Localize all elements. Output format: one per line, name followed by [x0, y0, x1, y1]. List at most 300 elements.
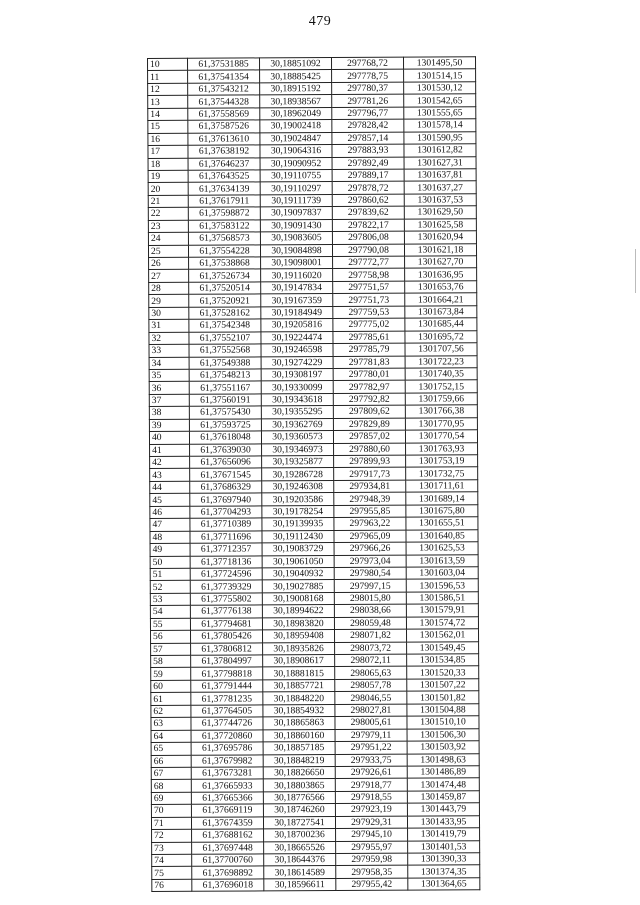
- x-coordinate-cell: 297892,49: [332, 157, 404, 170]
- x-coordinate-cell: 297778,75: [332, 70, 404, 83]
- x-coordinate-cell: 297951,22: [335, 741, 407, 754]
- x-coordinate-cell: 297780,01: [333, 368, 405, 381]
- longitude-cell: 30,19224474: [261, 331, 333, 344]
- latitude-cell: 61,37669119: [191, 804, 263, 817]
- longitude-cell: 30,19091430: [260, 219, 332, 232]
- point-number-cell: 10: [148, 58, 188, 71]
- longitude-cell: 30,19203586: [262, 493, 334, 506]
- x-coordinate-cell: 297934,81: [334, 480, 406, 493]
- y-coordinate-cell: 1301506,30: [407, 728, 479, 741]
- longitude-cell: 30,18994622: [262, 605, 334, 618]
- x-coordinate-cell: 297918,55: [335, 791, 407, 804]
- y-coordinate-cell: 1301707,56: [405, 343, 477, 356]
- latitude-cell: 61,37549388: [189, 356, 261, 369]
- y-coordinate-cell: 1301459,87: [407, 791, 479, 804]
- latitude-cell: 61,37643525: [188, 170, 260, 183]
- point-number-cell: 18: [148, 158, 188, 171]
- x-coordinate-cell: 297923,19: [335, 803, 407, 816]
- longitude-cell: 30,19110297: [260, 182, 332, 195]
- point-number-cell: 12: [148, 83, 188, 96]
- y-coordinate-cell: 1301474,48: [407, 778, 479, 791]
- longitude-cell: 30,19330099: [261, 381, 333, 394]
- latitude-cell: 61,37575430: [189, 406, 261, 419]
- y-coordinate-cell: 1301620,94: [404, 231, 476, 244]
- x-coordinate-cell: 297782,97: [333, 381, 405, 394]
- x-coordinate-cell: 297878,72: [332, 182, 404, 195]
- point-number-cell: 63: [151, 717, 191, 730]
- y-coordinate-cell: 1301549,45: [407, 641, 479, 654]
- y-coordinate-cell: 1301627,70: [405, 256, 477, 269]
- latitude-cell: 61,37696018: [192, 879, 264, 892]
- latitude-cell: 61,37560191: [189, 394, 261, 407]
- x-coordinate-cell: 297780,37: [332, 82, 404, 95]
- longitude-cell: 30,18848220: [263, 692, 335, 705]
- latitude-cell: 61,37805426: [190, 630, 262, 643]
- y-coordinate-cell: 1301637,81: [404, 169, 476, 182]
- point-number-cell: 59: [151, 668, 191, 681]
- longitude-cell: 30,18826650: [263, 766, 335, 779]
- x-coordinate-cell: 297963,22: [334, 517, 406, 530]
- y-coordinate-cell: 1301507,22: [407, 679, 479, 692]
- point-number-cell: 36: [149, 382, 189, 395]
- latitude-cell: 61,37544328: [188, 95, 260, 108]
- latitude-cell: 61,37617911: [188, 195, 260, 208]
- longitude-cell: 30,19008168: [262, 592, 334, 605]
- latitude-cell: 61,37794681: [190, 618, 262, 631]
- longitude-cell: 30,18665526: [264, 841, 336, 854]
- latitude-cell: 61,37665366: [191, 792, 263, 805]
- y-coordinate-cell: 1301655,51: [406, 517, 478, 530]
- x-coordinate-cell: 297933,75: [335, 754, 407, 767]
- latitude-cell: 61,37671545: [190, 468, 262, 481]
- longitude-cell: 30,18727541: [263, 816, 335, 829]
- longitude-cell: 30,18962049: [260, 107, 332, 120]
- longitude-cell: 30,19083729: [262, 543, 334, 556]
- x-coordinate-cell: 297806,08: [332, 231, 404, 244]
- point-number-cell: 42: [150, 456, 190, 469]
- point-number-cell: 39: [149, 419, 189, 432]
- latitude-cell: 61,37593725: [189, 419, 261, 432]
- point-number-cell: 67: [151, 767, 191, 780]
- point-number-cell: 20: [148, 183, 188, 196]
- latitude-cell: 61,37686329: [190, 481, 262, 494]
- latitude-cell: 61,37679982: [191, 754, 263, 767]
- latitude-cell: 61,37674359: [191, 817, 263, 830]
- longitude-cell: 30,19308197: [261, 368, 333, 381]
- latitude-cell: 61,37598872: [188, 207, 260, 220]
- latitude-cell: 61,37718136: [190, 555, 262, 568]
- x-coordinate-cell: 298057,78: [335, 679, 407, 692]
- x-coordinate-cell: 298027,81: [335, 704, 407, 717]
- x-coordinate-cell: 297918,77: [335, 779, 407, 792]
- point-number-cell: 69: [151, 792, 191, 805]
- y-coordinate-cell: 1301759,66: [405, 393, 477, 406]
- y-coordinate-cell: 1301390,33: [408, 853, 480, 866]
- point-number-cell: 71: [151, 817, 191, 830]
- y-coordinate-cell: 1301637,53: [404, 194, 476, 207]
- point-number-cell: 46: [150, 506, 190, 519]
- latitude-cell: 61,37695786: [191, 742, 263, 755]
- longitude-cell: 30,19178254: [262, 505, 334, 518]
- x-coordinate-cell: 297857,14: [332, 132, 404, 145]
- page-number: 479: [308, 14, 332, 29]
- table-row: [152, 878, 480, 892]
- latitude-cell: 61,37712357: [190, 543, 262, 556]
- point-number-cell: 33: [149, 344, 189, 357]
- x-coordinate-cell: 297785,61: [333, 331, 405, 344]
- y-coordinate-cell: 1301763,93: [406, 442, 478, 455]
- y-coordinate-cell: 1301627,31: [404, 156, 476, 169]
- point-number-cell: 45: [150, 494, 190, 507]
- latitude-cell: 61,37639030: [190, 443, 262, 456]
- y-coordinate-cell: 1301596,53: [406, 579, 478, 592]
- y-coordinate-cell: 1301675,80: [406, 505, 478, 518]
- longitude-cell: 30,19325877: [262, 456, 334, 469]
- y-coordinate-cell: 1301510,10: [407, 716, 479, 729]
- y-coordinate-cell: 1301419,79: [408, 828, 480, 841]
- x-coordinate-cell: 297945,10: [336, 828, 408, 841]
- x-coordinate-cell: 297796,77: [332, 107, 404, 120]
- point-number-cell: 75: [152, 867, 192, 880]
- longitude-cell: 30,18746260: [263, 804, 335, 817]
- longitude-cell: 30,18848219: [263, 754, 335, 767]
- point-number-cell: 24: [148, 232, 188, 245]
- longitude-cell: 30,18857185: [263, 742, 335, 755]
- y-coordinate-cell: 1301579,91: [406, 604, 478, 617]
- y-coordinate-cell: 1301590,95: [404, 131, 476, 144]
- latitude-cell: 61,37697940: [190, 493, 262, 506]
- point-number-cell: 74: [152, 854, 192, 867]
- latitude-cell: 61,37538868: [189, 257, 261, 270]
- latitude-cell: 61,37528162: [189, 307, 261, 320]
- y-coordinate-cell: 1301625,58: [404, 218, 476, 231]
- longitude-cell: 30,19111739: [260, 194, 332, 207]
- point-number-cell: 60: [151, 680, 191, 693]
- y-coordinate-cell: 1301364,65: [408, 878, 480, 891]
- x-coordinate-cell: 298038,66: [334, 604, 406, 617]
- point-number-cell: 23: [148, 220, 188, 233]
- point-number-cell: 47: [150, 518, 190, 531]
- y-coordinate-cell: 1301732,75: [406, 467, 478, 480]
- y-coordinate-cell: 1301520,33: [407, 666, 479, 679]
- x-coordinate-cell: 297829,89: [333, 418, 405, 431]
- longitude-cell: 30,18881815: [263, 667, 335, 680]
- longitude-cell: 30,19112430: [262, 530, 334, 543]
- x-coordinate-cell: 297965,09: [334, 530, 406, 543]
- latitude-cell: 61,37558569: [188, 108, 260, 121]
- latitude-cell: 61,37531885: [188, 58, 260, 71]
- longitude-cell: 30,19246308: [262, 480, 334, 493]
- longitude-cell: 30,19343618: [261, 393, 333, 406]
- point-number-cell: 29: [149, 295, 189, 308]
- longitude-cell: 30,19246598: [261, 344, 333, 357]
- latitude-cell: 61,37656096: [190, 456, 262, 469]
- x-coordinate-cell: 298071,82: [334, 629, 406, 642]
- latitude-cell: 61,37638192: [188, 145, 260, 158]
- longitude-cell: 30,18935826: [263, 642, 335, 655]
- point-number-cell: 25: [148, 245, 188, 258]
- y-coordinate-cell: 1301711,61: [406, 480, 478, 493]
- x-coordinate-cell: 297980,54: [334, 567, 406, 580]
- point-number-cell: 64: [151, 730, 191, 743]
- latitude-cell: 61,37724596: [190, 568, 262, 581]
- y-coordinate-cell: 1301495,50: [403, 57, 475, 70]
- point-number-cell: 70: [151, 805, 191, 818]
- latitude-cell: 61,37551167: [189, 381, 261, 394]
- y-coordinate-cell: 1301766,38: [405, 405, 477, 418]
- y-coordinate-cell: 1301514,15: [404, 69, 476, 82]
- latitude-cell: 61,37552568: [189, 344, 261, 357]
- point-number-cell: 21: [148, 195, 188, 208]
- latitude-cell: 61,37698892: [192, 866, 264, 879]
- latitude-cell: 61,37700760: [192, 854, 264, 867]
- y-coordinate-cell: 1301562,01: [406, 629, 478, 642]
- x-coordinate-cell: 297781,26: [332, 94, 404, 107]
- longitude-cell: 30,19061050: [262, 555, 334, 568]
- y-coordinate-cell: 1301530,12: [404, 82, 476, 95]
- y-coordinate-cell: 1301664,21: [405, 293, 477, 306]
- point-number-cell: 31: [149, 319, 189, 332]
- point-number-cell: 54: [150, 606, 190, 619]
- x-coordinate-cell: 297959,98: [336, 853, 408, 866]
- y-coordinate-cell: 1301574,72: [406, 616, 478, 629]
- y-coordinate-cell: 1301578,14: [404, 119, 476, 132]
- longitude-cell: 30,19362769: [261, 418, 333, 431]
- x-coordinate-cell: 297759,53: [333, 306, 405, 319]
- longitude-cell: 30,18851092: [260, 58, 332, 71]
- point-number-cell: 19: [148, 170, 188, 183]
- x-coordinate-cell: 297889,17: [332, 169, 404, 182]
- longitude-cell: 30,18865863: [263, 717, 335, 730]
- point-number-cell: 62: [151, 705, 191, 718]
- longitude-cell: 30,19040932: [262, 567, 334, 580]
- latitude-cell: 61,37739329: [190, 580, 262, 593]
- point-number-cell: 66: [151, 755, 191, 768]
- y-coordinate-cell: 1301625,53: [406, 542, 478, 555]
- point-number-cell: 56: [150, 630, 190, 643]
- x-coordinate-cell: 297785,79: [333, 343, 405, 356]
- longitude-cell: 30,19346973: [262, 443, 334, 456]
- y-coordinate-cell: 1301636,95: [405, 268, 477, 281]
- longitude-cell: 30,19139935: [262, 518, 334, 531]
- x-coordinate-cell: 297955,85: [334, 505, 406, 518]
- point-number-cell: 11: [148, 71, 188, 84]
- x-coordinate-cell: 298072,11: [335, 654, 407, 667]
- longitude-cell: 30,19098001: [261, 257, 333, 270]
- longitude-cell: 30,19097837: [260, 207, 332, 220]
- point-number-cell: 76: [152, 879, 192, 892]
- longitude-cell: 30,19002418: [260, 120, 332, 133]
- point-number-cell: 27: [149, 270, 189, 283]
- x-coordinate-cell: 297979,11: [335, 729, 407, 742]
- point-number-cell: 41: [150, 444, 190, 457]
- longitude-cell: 30,18983820: [262, 617, 334, 630]
- x-coordinate-cell: 298073,72: [335, 642, 407, 655]
- latitude-cell: 61,37646237: [188, 157, 260, 170]
- y-coordinate-cell: 1301486,89: [407, 766, 479, 779]
- latitude-cell: 61,37583122: [188, 220, 260, 233]
- latitude-cell: 61,37552107: [189, 332, 261, 345]
- point-number-cell: 15: [148, 120, 188, 133]
- point-number-cell: 55: [150, 618, 190, 631]
- latitude-cell: 61,37587526: [188, 120, 260, 133]
- x-coordinate-cell: 297880,60: [334, 443, 406, 456]
- x-coordinate-cell: 297966,26: [334, 542, 406, 555]
- x-coordinate-cell: 297958,35: [336, 866, 408, 879]
- point-number-cell: 51: [150, 568, 190, 581]
- longitude-cell: 30,19083605: [260, 232, 332, 245]
- y-coordinate-cell: 1301501,82: [407, 691, 479, 704]
- point-number-cell: 30: [149, 307, 189, 320]
- longitude-cell: 30,19084898: [260, 244, 332, 257]
- y-coordinate-cell: 1301640,85: [406, 529, 478, 542]
- latitude-cell: 61,37791444: [191, 680, 263, 693]
- x-coordinate-cell: 297822,17: [332, 219, 404, 232]
- x-coordinate-cell: 298005,61: [335, 716, 407, 729]
- y-coordinate-cell: 1301621,18: [404, 243, 476, 256]
- latitude-cell: 61,37798818: [191, 667, 263, 680]
- latitude-cell: 61,37776138: [190, 605, 262, 618]
- latitude-cell: 61,37673281: [191, 767, 263, 780]
- x-coordinate-cell: 298059,48: [334, 617, 406, 630]
- y-coordinate-cell: 1301653,76: [405, 281, 477, 294]
- x-coordinate-cell: 297899,93: [334, 455, 406, 468]
- longitude-cell: 30,19024847: [260, 132, 332, 145]
- latitude-cell: 61,37543212: [188, 83, 260, 96]
- point-number-cell: 22: [148, 208, 188, 221]
- latitude-cell: 61,37744726: [191, 717, 263, 730]
- x-coordinate-cell: 297839,62: [332, 206, 404, 219]
- margin-mark: [635, 249, 636, 293]
- latitude-cell: 61,37634139: [188, 182, 260, 195]
- point-number-cell: 52: [150, 581, 190, 594]
- latitude-cell: 61,37548213: [189, 369, 261, 382]
- longitude-cell: 30,18596611: [264, 878, 336, 891]
- x-coordinate-cell: 297768,72: [332, 57, 404, 70]
- point-number-cell: 28: [149, 282, 189, 295]
- point-number-cell: 35: [149, 369, 189, 382]
- point-number-cell: 53: [150, 593, 190, 606]
- y-coordinate-cell: 1301673,84: [405, 306, 477, 319]
- x-coordinate-cell: 297857,02: [333, 430, 405, 443]
- coordinates-table: [147, 56, 480, 892]
- latitude-cell: 61,37710389: [190, 518, 262, 531]
- y-coordinate-cell: 1301695,72: [405, 330, 477, 343]
- y-coordinate-cell: 1301534,85: [407, 654, 479, 667]
- latitude-cell: 61,37720860: [191, 730, 263, 743]
- y-coordinate-cell: 1301753,19: [406, 455, 478, 468]
- longitude-cell: 30,19205816: [261, 319, 333, 332]
- latitude-cell: 61,37541354: [188, 70, 260, 83]
- latitude-cell: 61,37526734: [189, 269, 261, 282]
- longitude-cell: 30,19116020: [261, 269, 333, 282]
- x-coordinate-cell: 297860,62: [332, 194, 404, 207]
- longitude-cell: 30,19167359: [261, 294, 333, 307]
- latitude-cell: 61,37520921: [189, 294, 261, 307]
- point-number-cell: 32: [149, 332, 189, 345]
- y-coordinate-cell: 1301685,44: [405, 318, 477, 331]
- x-coordinate-cell: 297751,73: [333, 293, 405, 306]
- point-number-cell: 34: [149, 357, 189, 370]
- latitude-cell: 61,37697448: [192, 841, 264, 854]
- y-coordinate-cell: 1301542,65: [404, 94, 476, 107]
- y-coordinate-cell: 1301374,35: [408, 865, 480, 878]
- latitude-cell: 61,37568573: [188, 232, 260, 245]
- point-number-cell: 48: [150, 531, 190, 544]
- x-coordinate-cell: 297772,77: [333, 256, 405, 269]
- point-number-cell: 38: [149, 407, 189, 420]
- x-coordinate-cell: 297917,73: [334, 468, 406, 481]
- x-coordinate-cell: 297929,31: [335, 816, 407, 829]
- longitude-cell: 30,19064316: [260, 145, 332, 158]
- latitude-cell: 61,37781235: [191, 692, 263, 705]
- y-coordinate-cell: 1301752,15: [405, 380, 477, 393]
- longitude-cell: 30,19274229: [261, 356, 333, 369]
- longitude-cell: 30,19090952: [260, 157, 332, 170]
- y-coordinate-cell: 1301770,54: [405, 430, 477, 443]
- latitude-cell: 61,37804997: [191, 655, 263, 668]
- y-coordinate-cell: 1301603,04: [406, 567, 478, 580]
- latitude-cell: 61,37806812: [191, 642, 263, 655]
- latitude-cell: 61,37764505: [191, 705, 263, 718]
- point-number-cell: 40: [149, 431, 189, 444]
- x-coordinate-cell: 297955,97: [336, 841, 408, 854]
- x-coordinate-cell: 297997,15: [334, 580, 406, 593]
- longitude-cell: 30,18776566: [263, 791, 335, 804]
- y-coordinate-cell: 1301586,51: [406, 592, 478, 605]
- point-number-cell: 65: [151, 742, 191, 755]
- point-number-cell: 61: [151, 693, 191, 706]
- x-coordinate-cell: 297883,93: [332, 144, 404, 157]
- y-coordinate-cell: 1301503,92: [407, 741, 479, 754]
- longitude-cell: 30,19184949: [261, 306, 333, 319]
- y-coordinate-cell: 1301498,63: [407, 753, 479, 766]
- point-number-cell: 26: [149, 257, 189, 270]
- longitude-cell: 30,18908617: [263, 655, 335, 668]
- longitude-cell: 30,19355295: [261, 406, 333, 419]
- longitude-cell: 30,19360573: [261, 431, 333, 444]
- y-coordinate-cell: 1301504,88: [407, 704, 479, 717]
- longitude-cell: 30,18644376: [264, 854, 336, 867]
- longitude-cell: 30,19147834: [261, 281, 333, 294]
- longitude-cell: 30,18614589: [264, 866, 336, 879]
- latitude-cell: 61,37704293: [190, 506, 262, 519]
- x-coordinate-cell: 297758,98: [333, 269, 405, 282]
- y-coordinate-cell: 1301433,95: [407, 815, 479, 828]
- longitude-cell: 30,19286728: [262, 468, 334, 481]
- y-coordinate-cell: 1301637,27: [404, 181, 476, 194]
- x-coordinate-cell: 297926,61: [335, 766, 407, 779]
- point-number-cell: 68: [151, 780, 191, 793]
- x-coordinate-cell: 297751,57: [333, 281, 405, 294]
- longitude-cell: 30,18860160: [263, 729, 335, 742]
- longitude-cell: 30,18959408: [262, 630, 334, 643]
- latitude-cell: 61,37613610: [188, 133, 260, 146]
- latitude-cell: 61,37520514: [189, 282, 261, 295]
- x-coordinate-cell: 297781,83: [333, 356, 405, 369]
- point-number-cell: 14: [148, 108, 188, 121]
- point-number-cell: 72: [152, 829, 192, 842]
- longitude-cell: 30,18857721: [263, 679, 335, 692]
- y-coordinate-cell: 1301740,35: [405, 368, 477, 381]
- longitude-cell: 30,18938567: [260, 95, 332, 108]
- longitude-cell: 30,19027885: [262, 580, 334, 593]
- point-number-cell: 57: [151, 643, 191, 656]
- point-number-cell: 49: [150, 543, 190, 556]
- longitude-cell: 30,19110755: [260, 169, 332, 182]
- x-coordinate-cell: 297955,42: [336, 878, 408, 891]
- point-number-cell: 50: [150, 556, 190, 569]
